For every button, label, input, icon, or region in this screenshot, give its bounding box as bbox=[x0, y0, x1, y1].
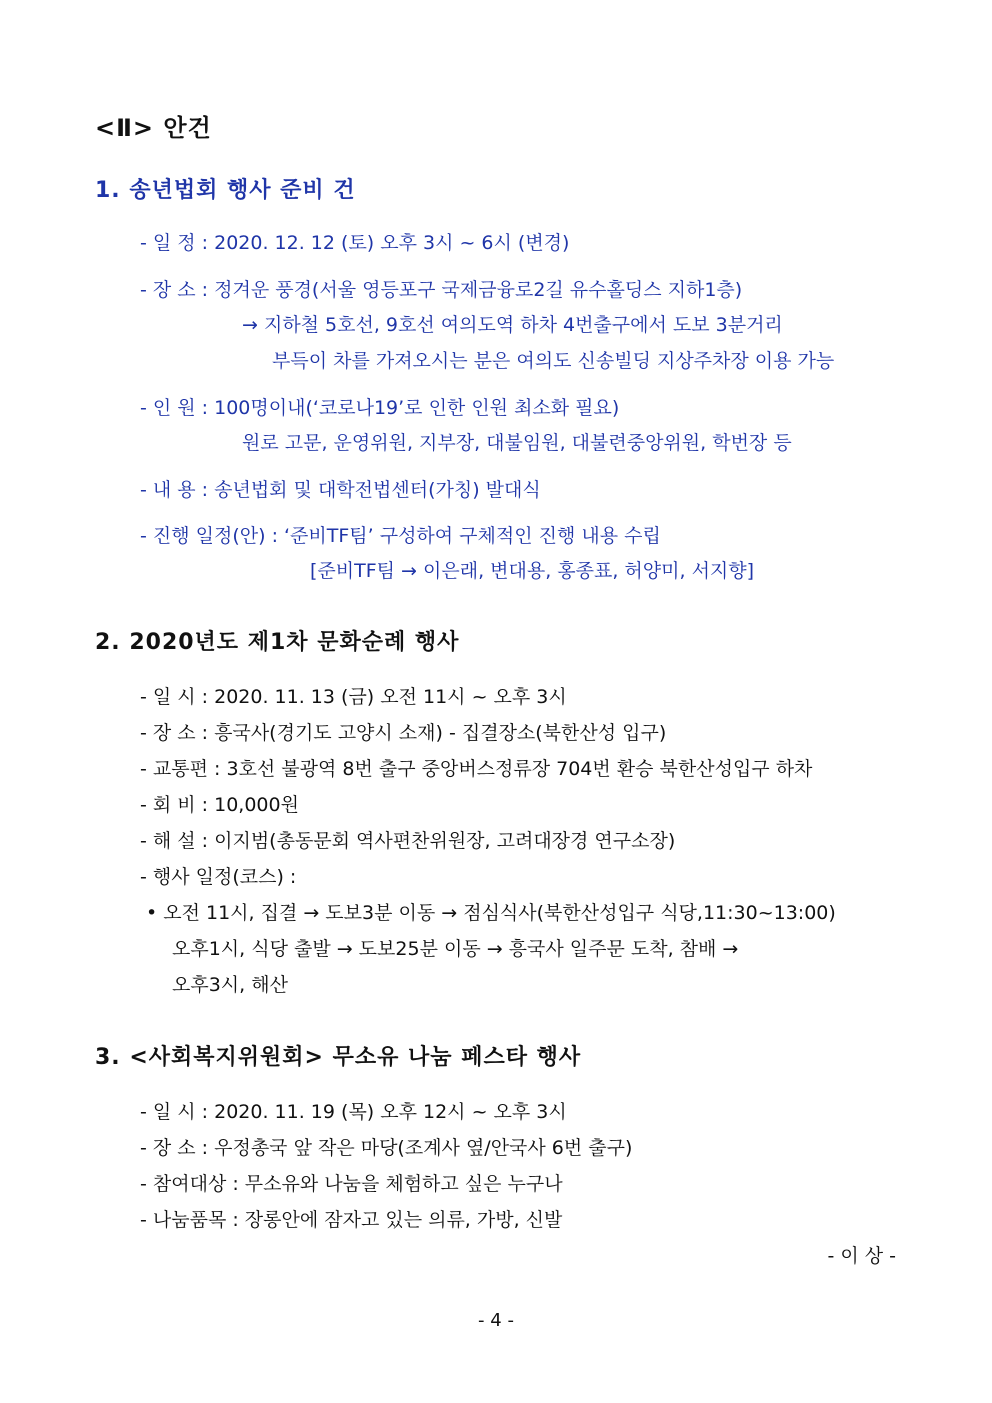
item1-attendees-detail: 원로 고문, 운영위원, 지부장, 대불임원, 대불련중앙위원, 학번장 등 bbox=[242, 432, 792, 454]
item1-heading: 1. 송년법회 행사 준비 건 bbox=[95, 178, 356, 203]
item3-items: - 나눔품목 : 장롱안에 잠자고 있는 의류, 가방, 신발 bbox=[140, 1209, 563, 1231]
page-number: - 4 - bbox=[478, 1310, 514, 1331]
item2-schedule: - 일 시 : 2020. 11. 13 (금) 오전 11시 ~ 오후 3시 bbox=[140, 686, 567, 708]
item3-heading: 3. <사회복지위원회> 무소유 나눔 페스타 행사 bbox=[95, 1045, 582, 1070]
item1-venue-directions: → 지하철 5호선, 9호선 여의도역 하차 4번출구에서 도보 3분거리 bbox=[242, 314, 783, 336]
item1-attendees: - 인 원 : 100명이내(‘코로나19’로 인한 인원 최소화 필요) bbox=[140, 397, 620, 419]
item1-venue-parking: 부득이 차를 가져오시는 분은 여의도 신송빌딩 지상주차장 이용 가능 bbox=[272, 350, 835, 372]
item2-fee: - 회 비 : 10,000원 bbox=[140, 794, 299, 816]
item3-schedule: - 일 시 : 2020. 11. 19 (목) 오후 12시 ~ 오후 3시 bbox=[140, 1101, 567, 1123]
item3-venue: - 장 소 : 우정총국 앞 작은 마당(조계사 옆/안국사 6번 출구) bbox=[140, 1137, 633, 1159]
item2-venue: - 장 소 : 흥국사(경기도 고양시 소재) - 집결장소(북한산성 입구) bbox=[140, 722, 667, 744]
item2-course-line1: • 오전 11시, 집결 → 도보3분 이동 → 점심식사(북한산성입구 식당,11:30~13:00) bbox=[146, 902, 836, 924]
item2-guide: - 해 설 : 이지범(총동문회 역사편찬위원장, 고려대장경 연구소장) bbox=[140, 830, 676, 852]
item2-transport: - 교통편 : 3호선 불광역 8번 출구 중앙버스정류장 704번 환승 북한산성입구 하차 bbox=[140, 758, 813, 780]
item2-course-line3: 오후3시, 해산 bbox=[172, 974, 288, 996]
item1-plan: - 진행 일정(안) : ‘준비TF팀’ 구성하여 구체적인 진행 내용 수립 bbox=[140, 525, 661, 547]
section-title: <Ⅱ> 안건 bbox=[95, 114, 212, 142]
item3-participants: - 참여대상 : 무소유와 나눔을 체험하고 싶은 누구나 bbox=[140, 1173, 563, 1195]
item1-venue: - 장 소 : 정겨운 풍경(서울 영등포구 국제금융로2길 유수홀딩스 지하1층) bbox=[140, 279, 743, 301]
item2-heading: 2. 2020년도 제1차 문화순례 행사 bbox=[95, 630, 460, 655]
item2-course-label: - 행사 일정(코스) : bbox=[140, 866, 297, 888]
closing-mark: - 이 상 - bbox=[827, 1245, 896, 1267]
item1-schedule: - 일 정 : 2020. 12. 12 (토) 오후 3시 ~ 6시 (변경) bbox=[140, 232, 570, 254]
item1-tf-team: [준비TF팀 → 이은래, 변대용, 홍종표, 허양미, 서지향] bbox=[310, 560, 755, 582]
item1-content: - 내 용 : 송년법회 및 대학전법센터(가칭) 발대식 bbox=[140, 479, 541, 501]
item2-course-line2: 오후1시, 식당 출발 → 도보25분 이동 → 흥국사 일주문 도착, 참배 → bbox=[172, 938, 739, 960]
